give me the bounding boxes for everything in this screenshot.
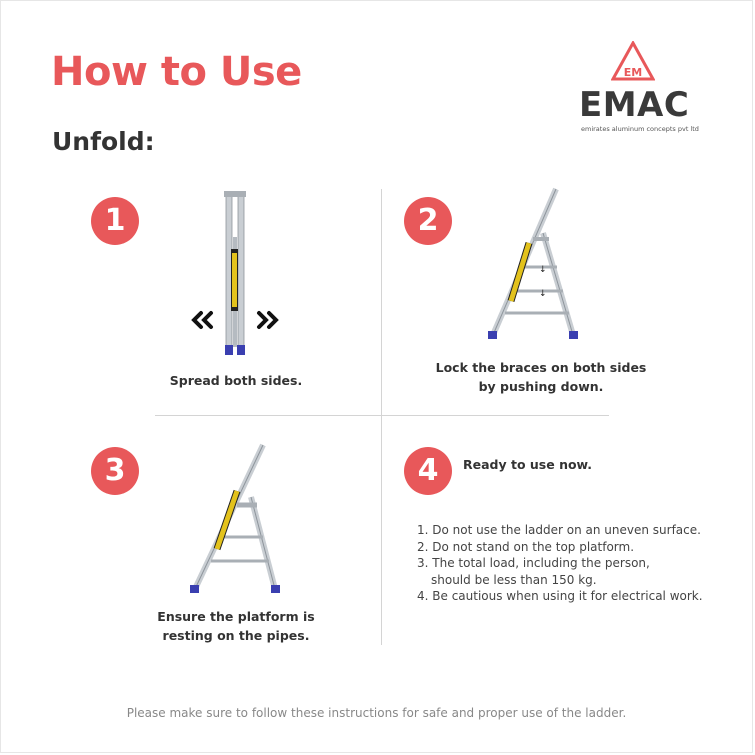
ladder-unlocked-illustration [471,185,591,341]
step-3-caption: Ensure the platform is resting on the pipes. [157,609,315,643]
brand-logo [577,41,707,141]
logo-tagline: emirates aluminum concepts pvt ltd [581,125,699,133]
step-2-badge: 2 [404,197,452,245]
lock-down-icon: ↓ [539,265,547,275]
page-title: How to Use [51,49,302,95]
svg-text:↓: ↓ [539,289,547,299]
ladder-folded-illustration [181,187,291,359]
spread-left-arrow-icon [194,313,211,327]
section-subtitle: Unfold: [52,127,155,156]
spread-right-arrow-icon [259,313,276,327]
step-3-badge: 3 [91,447,139,495]
safety-note: 1. Do not use the ladder on an uneven surface. [417,523,701,537]
safety-note: 4. Be cautious when using it for electrical work. [417,589,703,603]
step-4-badge: 4 [404,447,452,495]
safety-note: 3. The total load, including the person, [417,556,650,570]
ladder-platform-illustration [177,441,297,595]
grid-divider-horizontal [155,415,609,416]
logo-mark-icon [611,41,655,85]
step-1-badge: 1 [91,197,139,245]
grid-divider-vertical [381,189,382,645]
logo-mark-text: EM [623,66,643,79]
safety-note: 2. Do not stand on the top platform. [417,539,635,554]
footer-note: Please make sure to follow these instructions for safe and proper use of the ladder. [126,706,627,720]
step-4-caption: Ready to use now. [463,457,593,472]
safety-note: should be less than 150 kg. [431,572,597,587]
logo-wordmark: EMAC [579,85,690,125]
safety-notes-list [417,522,703,605]
step-2-caption: Lock the braces on both sides by pushing down. [435,360,647,394]
step-1-caption: Spread both sides. [169,373,303,388]
